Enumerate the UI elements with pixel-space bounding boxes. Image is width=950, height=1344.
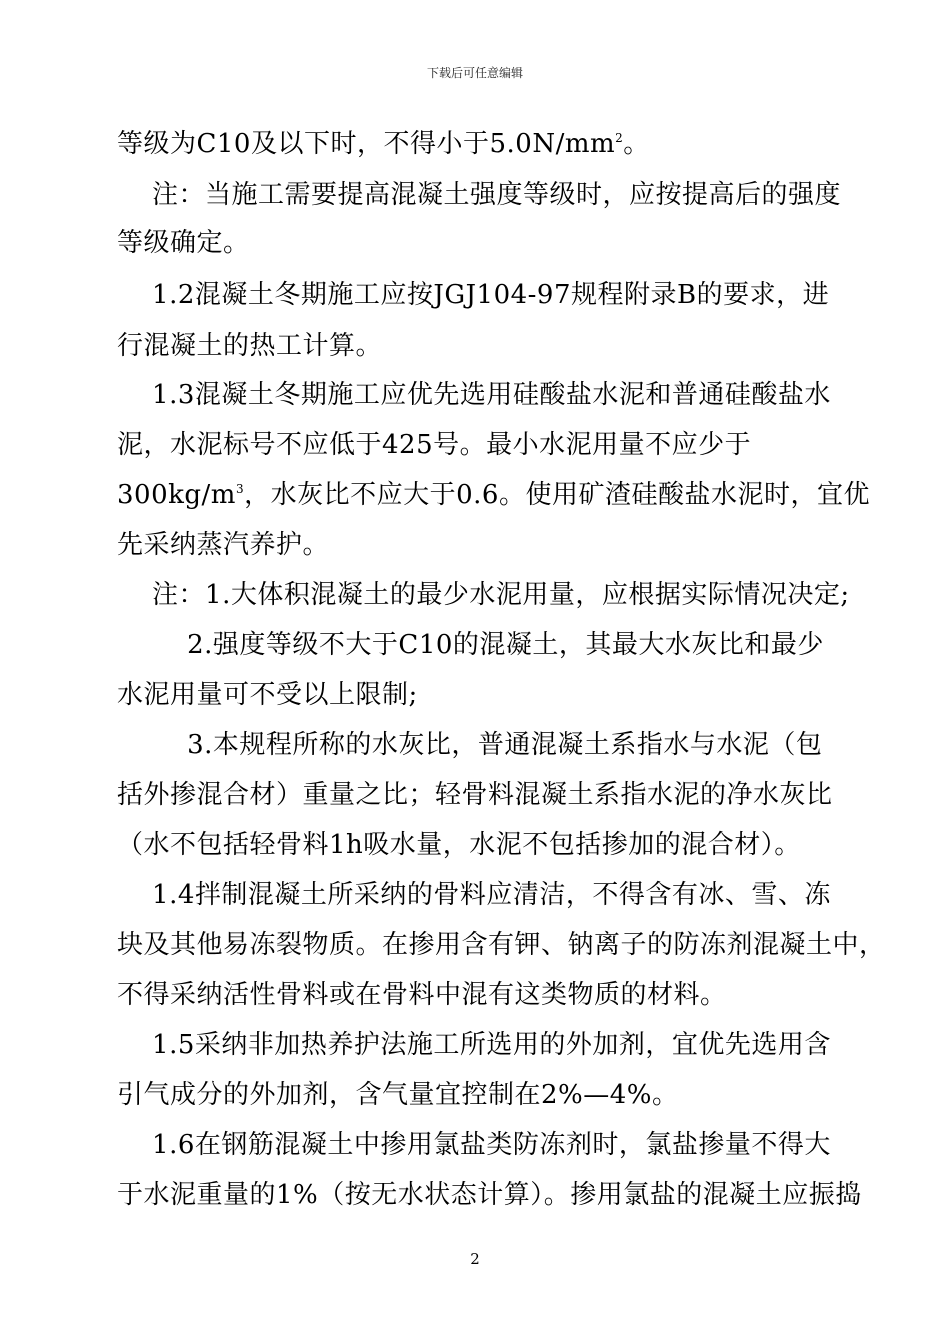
page-number: 2 [470, 1250, 480, 1268]
text-line: 等级为C10及以下时，不得小于$5.0N/mm^2$。 [117, 129, 650, 159]
text-line: 水泥用量可不受以上限制; [117, 680, 418, 710]
text-line: 先采纳蒸汽养护。 [117, 530, 330, 560]
text-line: 括外掺混合材）重量之比；轻骨料混凝土系指水泥的净水灰比 [117, 780, 833, 810]
text-line: 泥，水泥标号不应低于425号。最小水泥用量不应少于 [117, 430, 752, 460]
text-line: 注：当施工需要提高混凝土强度等级时，应按提高后的强度 [117, 180, 842, 210]
text-line: 3.本规程所称的水灰比，普通混凝土系指水与水泥（包 [117, 730, 823, 760]
text-line: $300kg/m^3$，水灰比不应大于0.6。使用矿渣硅酸盐水泥时，宜优 [117, 480, 870, 510]
text-line: （水不包括轻骨料1h吸水量，水泥不包括掺加的混合材）。 [117, 830, 801, 860]
text-line: 1.2混凝土冬期施工应按JGJ104-97规程附录B的要求，进 [117, 280, 830, 310]
text-line: 注：1.大体积混凝土的最少水泥用量，应根据实际情况决定; [117, 580, 850, 610]
text-line: 于水泥重量的1%（按无水状态计算）。掺用氯盐的混凝土应振捣 [117, 1180, 862, 1210]
text-line: 行混凝土的热工计算。 [117, 331, 383, 361]
text-line: 1.4拌制混凝土所采纳的骨料应清洁，不得含有冰、雪、冻 [117, 880, 831, 910]
text-line: 不得采纳活性骨料或在骨料中混有这类物质的材料。 [117, 980, 727, 1010]
text-line: 1.3混凝土冬期施工应优先选用硅酸盐水泥和普通硅酸盐水 [117, 380, 831, 410]
text-line: 2.强度等级不大于C10的混凝土，其最大水灰比和最少 [117, 630, 824, 660]
text-line: 1.5采纳非加热养护法施工所选用的外加剂，宜优先选用含 [117, 1030, 831, 1060]
text-line: 引气成分的外加剂，含气量宜控制在2%—4%。 [117, 1080, 679, 1110]
text-line: 1.6在钢筋混凝土中掺用氯盐类防冻剂时，氯盐掺量不得大 [117, 1130, 831, 1160]
text-line: 块及其他易冻裂物质。在掺用含有钾、钠离子的防冻剂混凝土中， [117, 930, 886, 960]
text-line: 等级确定。 [117, 228, 250, 258]
page-header: 下载后可任意编辑 [426, 66, 523, 80]
